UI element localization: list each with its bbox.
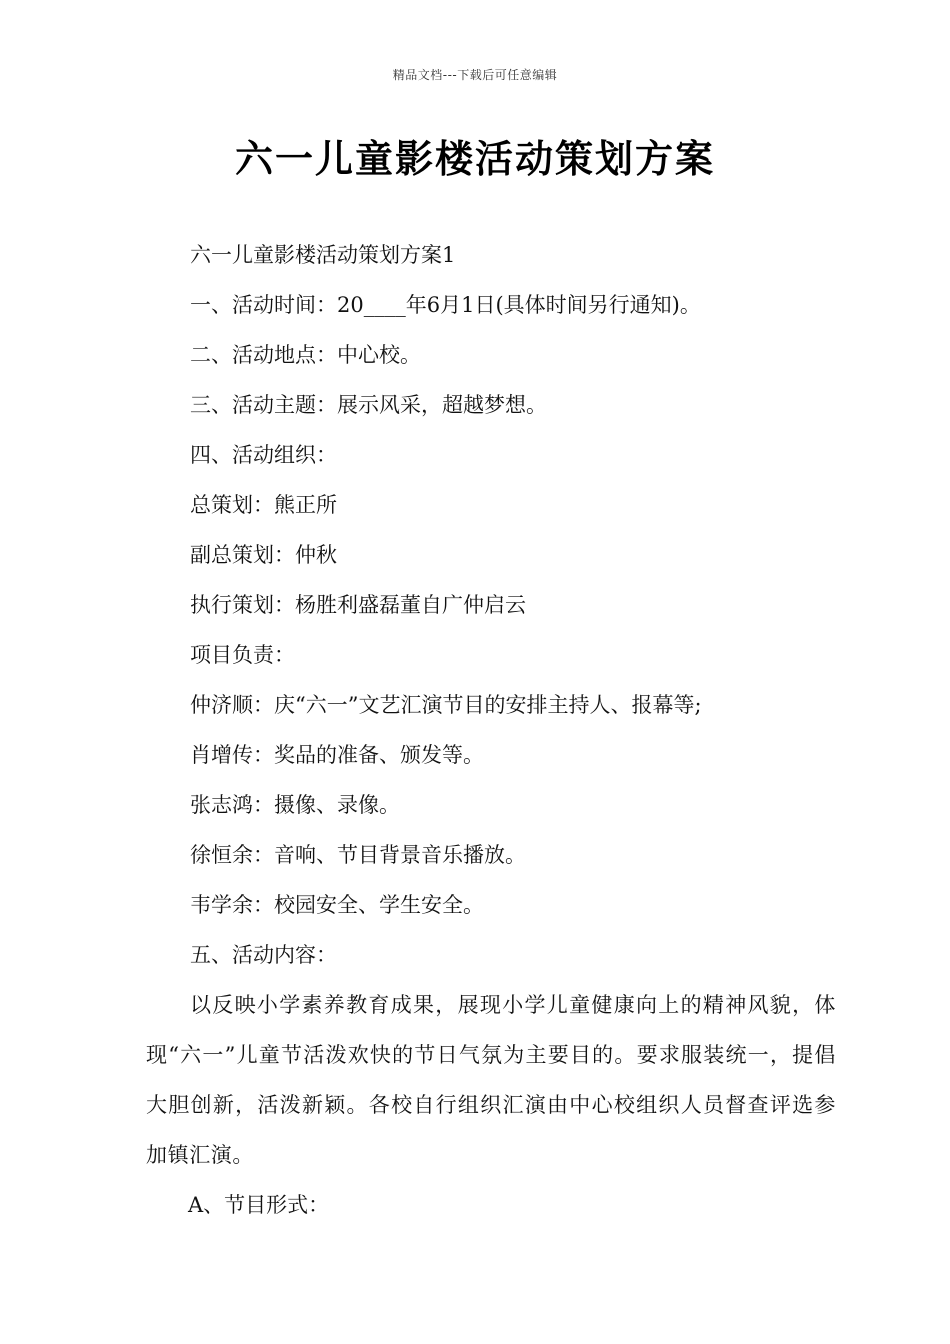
- project-lead-item: 张志鸿：摄像、录像。: [190, 793, 400, 817]
- chief-planner-line: 总策划：熊正所: [190, 493, 337, 517]
- activity-location-line: 二、活动地点：中心校。: [190, 343, 421, 367]
- project-lead-item: 仲济顺：庆“六一”文艺汇演节目的安排主持人、报幕等;: [190, 693, 702, 717]
- document-body: [146, 230, 836, 1230]
- document-title: 六一儿童影楼活动策划方案: [234, 137, 715, 181]
- section-a-heading: A、节目形式：: [188, 1193, 330, 1217]
- activity-content-heading: 五、活动内容：: [190, 943, 337, 967]
- activity-time-line: 一、活动时间：20____年6月1日(具体时间另行通知)。: [190, 293, 701, 317]
- subtitle-line: 六一儿童影楼活动策划方案1: [190, 243, 456, 267]
- project-lead-heading: 项目负责：: [190, 643, 295, 667]
- project-lead-item: 韦学余：校园安全、学生安全。: [190, 893, 484, 917]
- activity-organization-heading: 四、活动组织：: [190, 443, 337, 467]
- project-lead-item: 肖增传：奖品的准备、颁发等。: [190, 743, 484, 767]
- deputy-planner-line: 副总策划：仲秋: [190, 543, 337, 567]
- executive-planner-line: 执行策划：杨胜利盛磊董自广仲启云: [190, 593, 526, 617]
- project-lead-item: 徐恒余：音响、节目背景音乐播放。: [190, 843, 526, 867]
- activity-theme-line: 三、活动主题：展示风采，超越梦想。: [190, 393, 547, 417]
- activity-content-paragraph: 以反映小学素养教育成果，展现小学儿童健康向上的精神风貌，体现“六一”儿童节活泼欢快的节日气氛为主要目的。要求服装统一，提倡大胆创新，活泼新颖。各校自行组织汇演由中心校组织人员督查评选参加镇汇演。: [146, 993, 836, 1167]
- header-note: 精品文档---下载后可任意编辑: [392, 68, 558, 82]
